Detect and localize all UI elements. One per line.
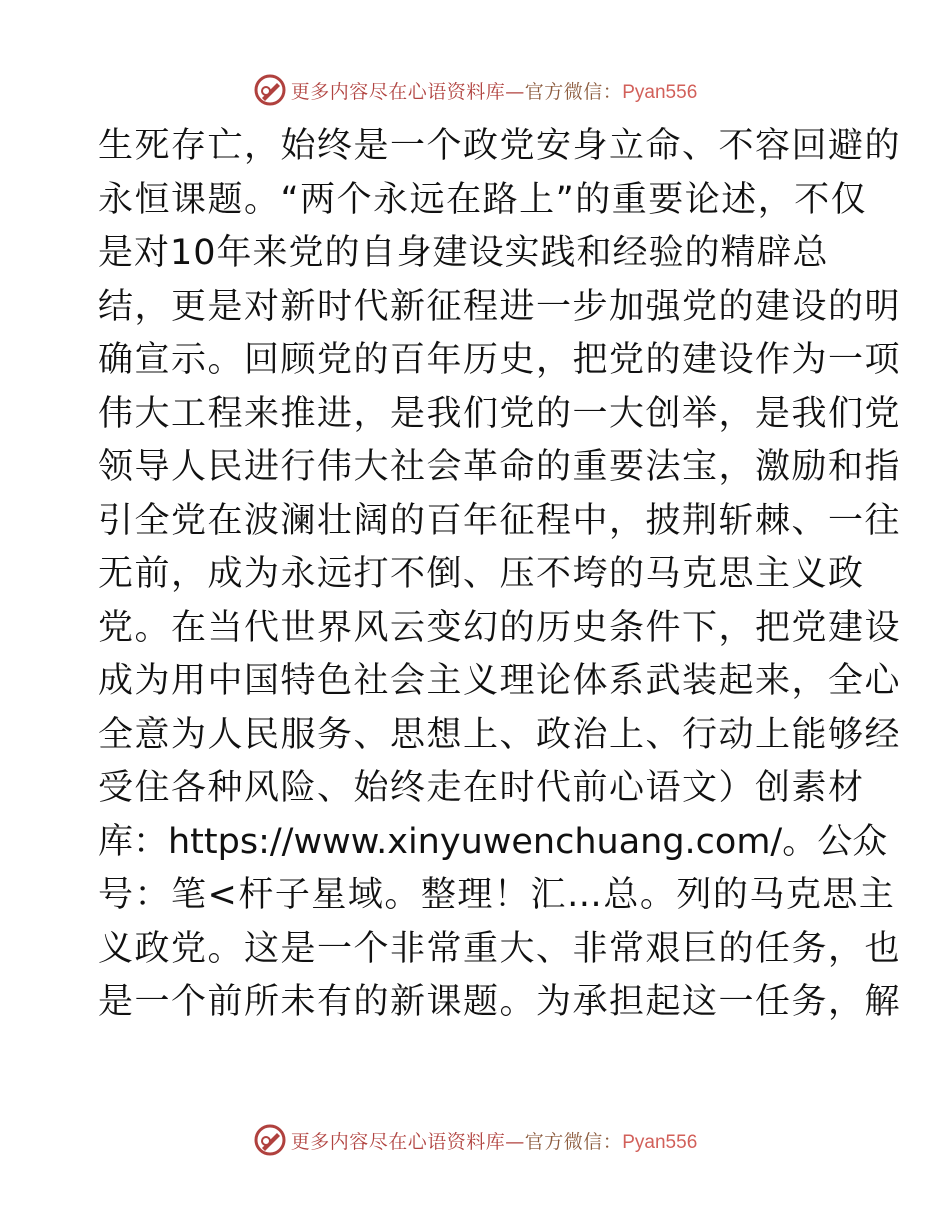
- text-line: 无前，成为永远打不倒、压不垮的马克思主义政: [98, 554, 865, 594]
- text-line: 结，更是对新时代新征程进一步加强党的建设的明: [98, 286, 902, 327]
- text-line: 义政党。这是一个非常重大、非常艰巨的任务，也: [98, 928, 902, 969]
- footer-wechat-id: Pyan556: [622, 1131, 698, 1153]
- footer-watermark: [0, 1120, 950, 1160]
- footer-brand: 更多内容尽在心语资料库: [290, 1130, 506, 1153]
- header-watermark: [0, 70, 950, 110]
- text-line: 号：笔<杆子星域。整理！汇…总。列的马克思主: [98, 875, 896, 915]
- header-brand: 更多内容尽在心语资料库: [290, 80, 506, 103]
- text-line: 党。在当代世界风云变幻的历史条件下，把党建设: [98, 607, 902, 648]
- header-wechat-label: 官方微信：: [524, 80, 623, 103]
- brand-logo-icon: [253, 73, 287, 107]
- header-wechat-id: Pyan556: [622, 81, 698, 103]
- text-line: 是对10年来党的自身建设实践和经验的精辟总: [98, 233, 829, 273]
- text-line: 受住各种风险、始终走在时代前心语文）创素材: [98, 768, 865, 808]
- text-line: 成为用中国特色社会主义理论体系武装起来，全心: [98, 661, 902, 701]
- footer-watermark-text: [291, 1127, 698, 1154]
- text-line: 是一个前所未有的新课题。为承担起这一任务，解: [98, 982, 902, 1022]
- header-dash: —: [505, 80, 525, 103]
- text-line: 伟大工程来推进，是我们党的一大创举，是我们党: [98, 393, 902, 434]
- text-line-url: 库：https://www.xinyuwenchuang.com/。公众: [98, 821, 888, 862]
- body-text: [98, 120, 902, 1030]
- footer-dash: —: [505, 1130, 525, 1153]
- header-watermark-text: [291, 77, 698, 104]
- text-line: 领导人民进行伟大社会革命的重要法宝，激励和指: [98, 447, 902, 487]
- text-line: 永恒课题。“两个永远在路上”的重要论述，不仅: [98, 179, 868, 220]
- text-line: 全意为人民服务、思想上、政治上、行动上能够经: [98, 714, 902, 755]
- brand-logo-icon: [253, 1123, 287, 1157]
- text-line: 确宣示。回顾党的百年历史，把党的建设作为一项: [98, 340, 902, 380]
- footer-wechat-label: 官方微信：: [524, 1130, 623, 1153]
- text-line: 生死存亡，始终是一个政党安身立命、不容回避的: [98, 126, 902, 166]
- text-line: 引全党在波澜壮阔的百年征程中，披荆斩棘、一往: [98, 500, 902, 541]
